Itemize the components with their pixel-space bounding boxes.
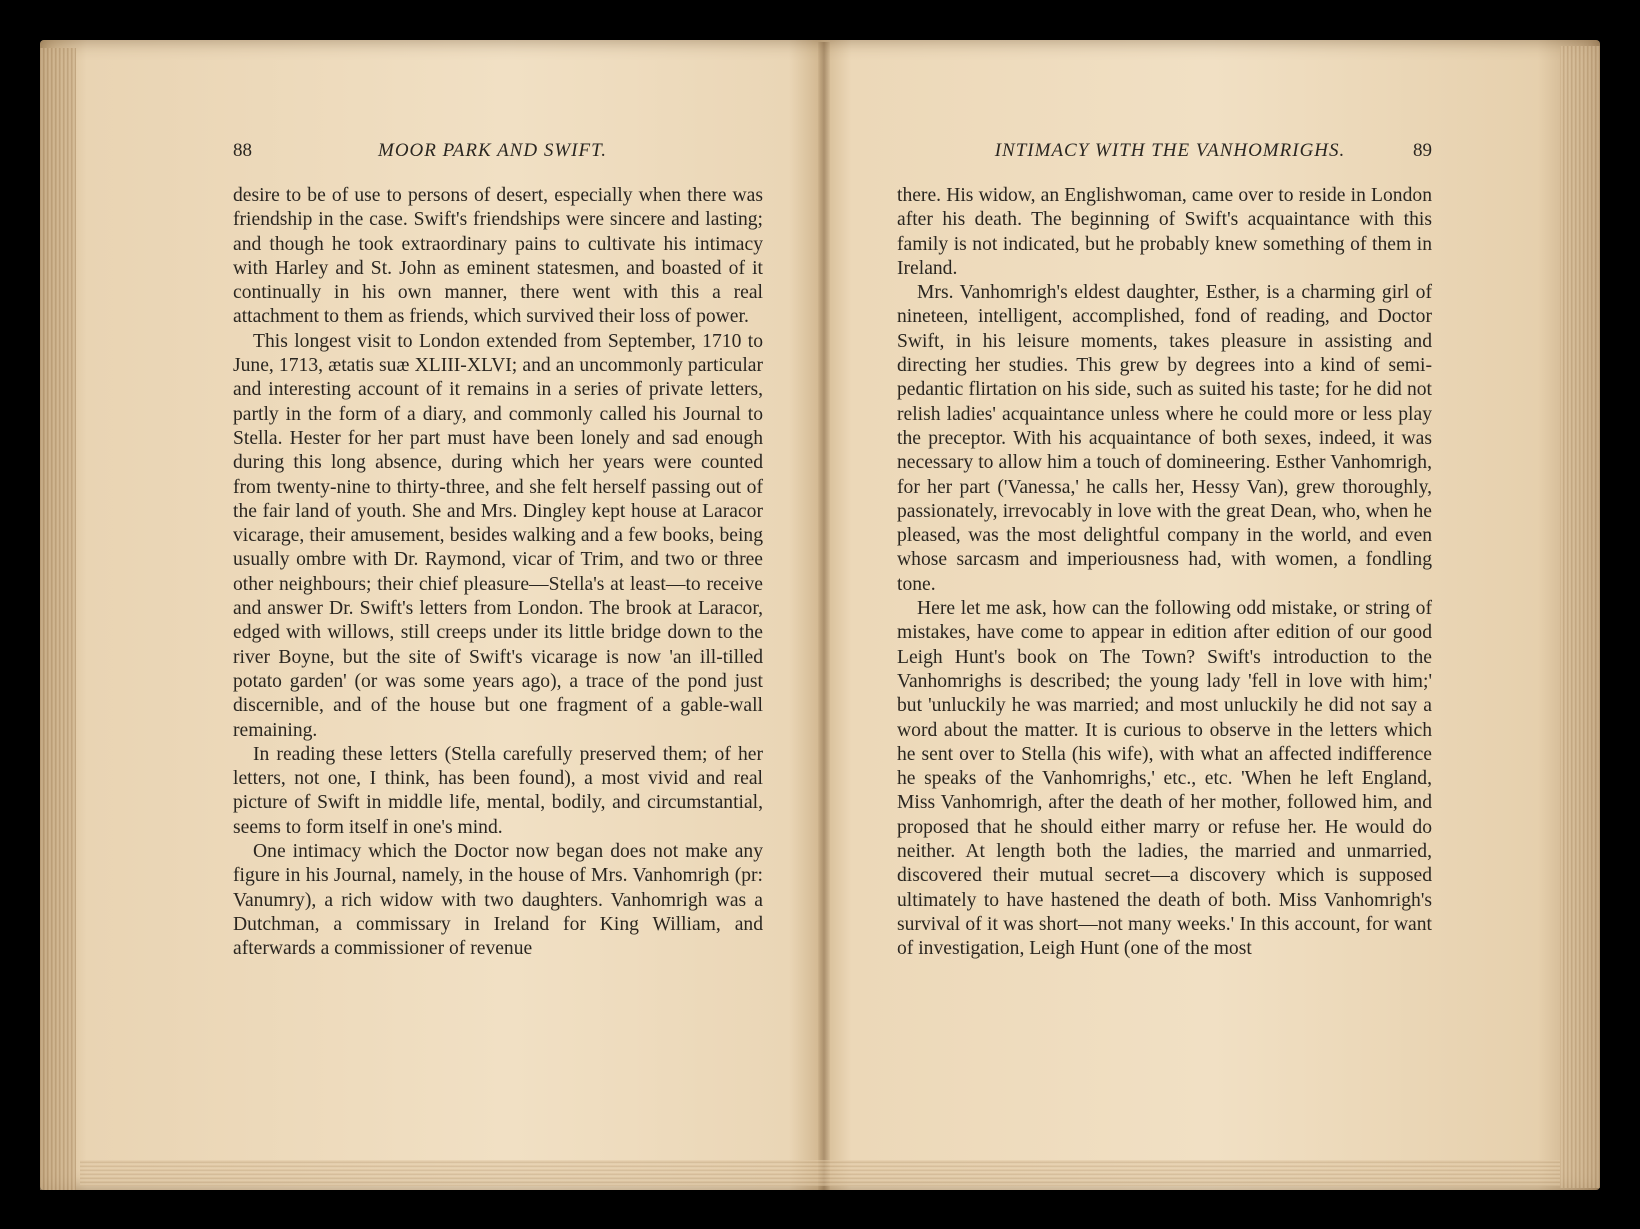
page-number: 88 bbox=[233, 140, 252, 161]
right-page bbox=[897, 140, 1432, 962]
running-head: MOOR PARK AND SWIFT. bbox=[378, 140, 607, 161]
page-number: 89 bbox=[1413, 140, 1432, 161]
left-page bbox=[233, 140, 763, 962]
left-page-text bbox=[233, 184, 763, 962]
paragraph: there. His widow, an Englishwoman, came over to reside in London after his death. The beginning of Swift's acquaintance with this family is not indicated, but he probably knew something of them in Ireland. bbox=[897, 185, 1432, 279]
paragraph: Mrs. Vanhomrigh's eldest daughter, Esther, is a charming girl of nineteen, intelligent, accomplished, fond of reading, and Doctor Swift, in his leisure moments, takes pleasure in assisting and directing her studies. This grew by degrees into a kind of semi-pedantic flirtation on his side, such as suited his taste; for he did not relish ladies' acquaintance unless where he could more or less play the preceptor. With his acquaintance of both sexes, indeed, it was necessary to allow him a touch of domineering. Esther Vanhomrigh, for her part ('Vanessa,' he calls her, Hessy Van), grew thoroughly, passionately, irrevocably in love with the great Dean, who, when he pleased, was the most delightful company in the world, and even whose sarcasm and imperiousness had, with women, a fondling tone. bbox=[897, 282, 1432, 595]
paragraph: Here let me ask, how can the following odd mistake, or string of mistakes, have come to appear in edition after edition of our good Leigh Hunt's book on The Town? Swift's introduction to the Vanhomrighs is described; the young lady 'fell in love with him;' but 'unluckily he was married; and most unluckily he did not say a word about the matter. It is curious to observe in the letters which he sent over to Stella (his wife), with what an affected indifference he speaks of the Vanhomrighs,' etc., etc. 'When he left England, Miss Vanhomrigh, after the death of her mother, followed him, and proposed that he should either marry or refuse her. He would do neither. At length both the ladies, the married and unmarried, discovered their mutual secret—a discovery which is supposed ultimately to have hastened the death of both. Miss Vanhomrigh's survival of it was short—not many weeks.' In this account, for want of investigation, Leigh Hunt (one of the most bbox=[897, 598, 1432, 960]
right-page-header bbox=[897, 140, 1432, 166]
left-page-header bbox=[233, 140, 763, 166]
page-edges-bottom bbox=[80, 1160, 1560, 1186]
running-head: INTIMACY WITH THE VANHOMRIGHS. bbox=[994, 140, 1346, 161]
paragraph: This longest visit to London extended from September, 1710 to June, 1713, ætatis suæ XLIII-XLVI; and an uncommonly particular and interesting account of it remains in a series of private letters, partly in the form of a diary, and commonly called his Journal to Stella. Hester for her part must have been lonely and sad enough during this long absence, during which her years were counted from twenty-nine to thirty-three, and she felt herself passing out of the fair land of youth. She and Mrs. Dingley kept house at Laracor vicarage, their amusement, besides walking and a few books, being usually ombre with Dr. Raymond, vicar of Trim, and two or three other neighbours; their chief pleasure—Stella's at least—to receive and answer Dr. Swift's letters from London. The brook at Laracor, edged with willows, still creeps under its little bridge down to the river Boyne, but the site of Swift's vicarage is now 'an ill-tilled potato garden' (or was some years ago), a trace of the pond just discernible, and of the house but one fragment of a gable-wall remaining. bbox=[233, 330, 763, 741]
paragraph: One intimacy which the Doctor now began does not make any figure in his Journal, namely, in the house of Mrs. Vanhomrigh (pr: Vanumry), a rich widow with two daughters. Vanhomrigh was a Dutchman, a commissary in Ireland for King William, and afterwards a commissioner of revenue bbox=[233, 841, 763, 960]
paragraph: In reading these letters (Stella carefully preserved them; of her letters, not one, I think, has been found), a most vivid and real picture of Swift in middle life, mental, bodily, and circumstantial, seems to form itself in one's mind. bbox=[233, 743, 763, 838]
paragraph: desire to be of use to persons of desert, especially when there was friendship in the case. Swift's friendships were sincere and lasting; and though he took extraordinary pains to cultivate his intimacy with Harley and St. John as eminent statesmen, and boasted of it continually in his own manner, there went with this a real attachment to them as friends, which survived their loss of power. bbox=[233, 185, 763, 328]
page-edges-left bbox=[40, 48, 76, 1190]
right-page-text bbox=[897, 184, 1432, 962]
book-gutter bbox=[818, 42, 830, 1190]
page-edges-right bbox=[1560, 46, 1600, 1188]
